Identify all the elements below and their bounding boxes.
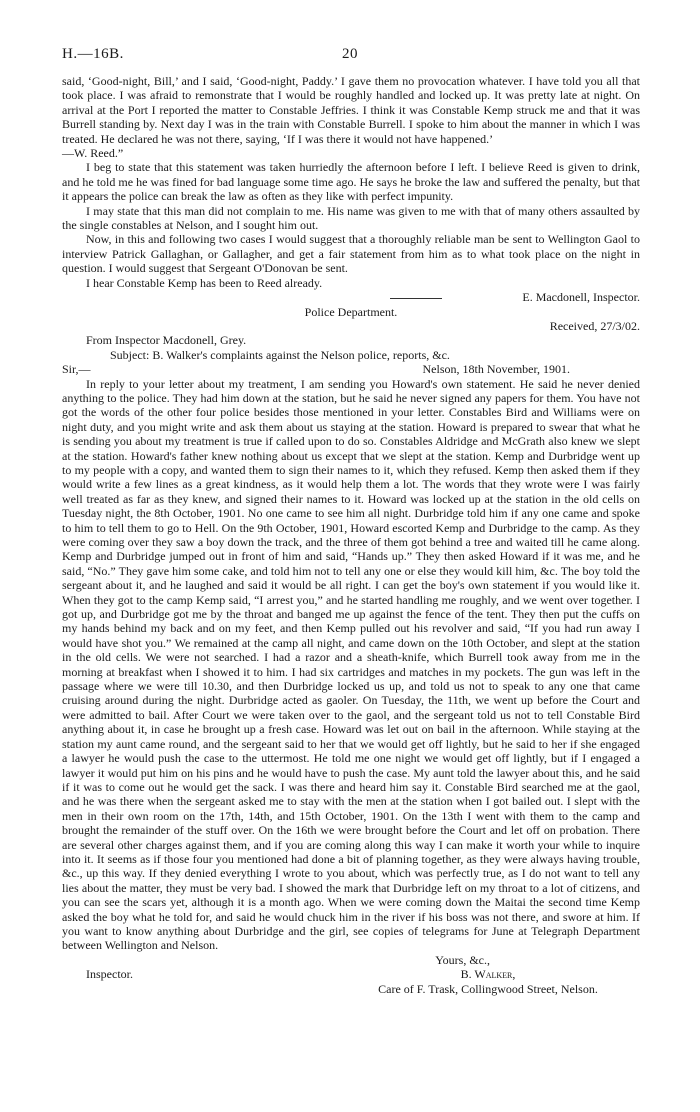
divider-rule: [390, 298, 442, 299]
paragraph-reed-statement: said, ‘Good-night, Bill,’ and I said, ‘Good-night, Paddy.’ I gave them no provocation whatever. I have told you all that took place. I was afraid to remonstrate that I would be roughly handled and locked up. It was pretty late at night. On arrival at the Port I reported the matter to Constable Jeffries. I think it was Constable Kemp struck me and that it was Burrell standing by. Next day I was in the train with Constable Burrell. I spoke to him about the manner in which I was treated. He declared he was not there, saying, ‘If I was there it would not have happened.’: [62, 74, 640, 146]
letter-closing: Yours, &c.,: [435, 952, 490, 967]
macdonell-signature: E. Macdonell, Inspector.: [522, 290, 640, 305]
paragraph-kemp-note: I hear Constable Kemp has been to Reed already.: [86, 275, 323, 290]
signer-address: Care of F. Trask, Collingwood Street, Nelson.: [378, 981, 598, 996]
page-number: 20: [342, 46, 358, 62]
document-body: [62, 74, 640, 996]
document-reference: H.—16B.: [62, 46, 124, 62]
walker-letter-body: In reply to your letter about my treatment, I am sending you Howard's own statement. He said he never denied anything to the police. They had him down at the station, but he said he never signed any papers for them. You have not got the words of the other four police besides those mentioned in your letter. Constables Bird and Williams were on night duty, and you might write and ask them about us staying at the station. Howard is prepared to swear that what he is sending you about my treatment is true if called upon to do so. Constables Aldridge and McGrath also knew we slept at the station. Howard's father knew nothing about us except that we slept at the station. Kemp and Durbridge went up to my people with a copy, and wanted them to sign their names to it, which they refused. Kemp then asked them if they would write a few lines as a great kindness, as it would help them a lot. The words that they wrote were I was fairly well treated as far as they knew, and signed their names to it. Howard was locked up at the station in the old cells on Tuesday night, the 8th October, 1901. No one came to see him all night. Durbridge told him if any one came and spoke to him to tell them to go to Hell. On the 9th October, 1901, Howard escorted Kemp and Durbridge to the camp. As they were coming over they saw a boy down the track, and the three of them got behind a tree and waited till he came along. Kemp and Durbridge jumped out in front of him and said, “Hands up.” They then asked Howard if it was me, and he said, “No.” They gave him some cake, and told him not to tell any one or else they would kill him, &c. The boy told the sergeant about it, and he laughed and said it would be all right. I can get the boy's own statement if you would like it. When they got to the camp Kemp said, “I arrest you,” and he started handling me roughly, and we went over together. I got up, and Durbridge got me by the throat and banged me up against the fence of the tent. They then put the cuffs on my hands behind my back and on my feet, and then Kemp pulled out his revolver and said, “If you had run away I would have shot you.” We remained at the camp all night, and came down on the 10th October, and slept at the station in the old cells. We were not searched. I had a razor and a sheath-knife, which Burrell took away from me in the morning at breakfast when I showed it to him. I had six cartridges and matches in my pockets. The gun was left in the passage where we were till 10.30, and then Durbridge locked us up, and told us not to speak to any one that came cruising around during the night. Durbridge acted as gaoler. On Tuesday, the 11th, we went up before the Court and were admitted to bail. After Court we were taken over to the gaol, and the sergeant told us not to tell Constable Bird anything about it, in case he brought up a fresh case. Howard was let out on bail in the afternoon. While staying at the station my aunt came round, and the sergeant said to her that we would get off lightly, but he said to her if she engaged a lawyer he would push the case to the uttermost. He told me one night we would get off lightly, but if I engaged a lawyer it would put him on his pins and he would have to push the case. My aunt told the lawyer about this, and he said if it was to come out he would get the sack. I was there and heard him say it. Constable Bird searched me at the gaol, and he was there when the sergeant asked me to stay with the men at the station when I got bailed out. I slept with the men in their own room on the 17th, 14th, and 15th October, 1901. On the 13th I went with them to the camp and brought the remainder of the stuff over. On the 16th we were brought before the Court and let off on probation. There are several other charges against them, and if you are coming along this way I can make it worth your while to inquire into it. It seems as if those four you mentioned had done a bit of planning together, as they were always having trouble, &c., up this way. If they denied everything I wrote to you about, which was perfectly true, as I do not want to tell any lies about the matter, they must be very bad. I showed the mark that Durbridge left on my throat to a lot of citizens, and you can see the scars yet, although it is a month ago. When we were coming down the Maitai the second time Kemp asked the boy what he told for, and said he would chuck him in the river if his boss was not there, and swore at him. If you want to know anything about Durbridge and the girl, see copies of telegrams for June at Telegraph Department between Wellington and Nelson.: [62, 376, 640, 953]
paragraph-statement-note: I beg to state that this statement was taken hurriedly the afternoon before I left. I believe Reed is given to drink, and he told me he was fined for bad language some time ago. He says he broke the law and suffered the penalty, but that it appears the police can break the law as often as they like with perfect impunity.: [62, 160, 640, 204]
department-heading: Police Department.: [304, 304, 398, 319]
walker-signature: B. Walker,: [460, 967, 516, 982]
paragraph-no-complaint: I may state that this man did not complain to me. His name was given to me with that of many others assaulted by the single constables at Nelson, and I sought him out.: [62, 203, 640, 233]
letter-from-line: From Inspector Macdonell, Grey.: [86, 333, 247, 348]
addressee: Inspector.: [86, 967, 133, 982]
letter-subject: Subject: B. Walker's complaints against the Nelson police, reports, &c.: [110, 347, 450, 362]
salutation-row: [62, 362, 640, 376]
macdonell-signature-line: [62, 290, 640, 304]
signature-column: [336, 967, 640, 996]
received-date: Received, 27/3/02.: [549, 318, 640, 333]
paragraph-suggestion: Now, in this and following two cases I would suggest that a thoroughly reliable man be sent to Wellington Gaol to interview Patrick Gallaghan, or Gallagher, and get a fair statement from him as to what took place on the night in question. I would suggest that Sergeant O'Donovan be sent.: [62, 232, 640, 276]
letter-signature-block: [62, 967, 640, 996]
letter-place-date: Nelson, 18th November, 1901.: [422, 362, 570, 377]
salutation: Sir,—: [62, 362, 91, 377]
reed-signature: —W. Reed.”: [62, 146, 124, 161]
